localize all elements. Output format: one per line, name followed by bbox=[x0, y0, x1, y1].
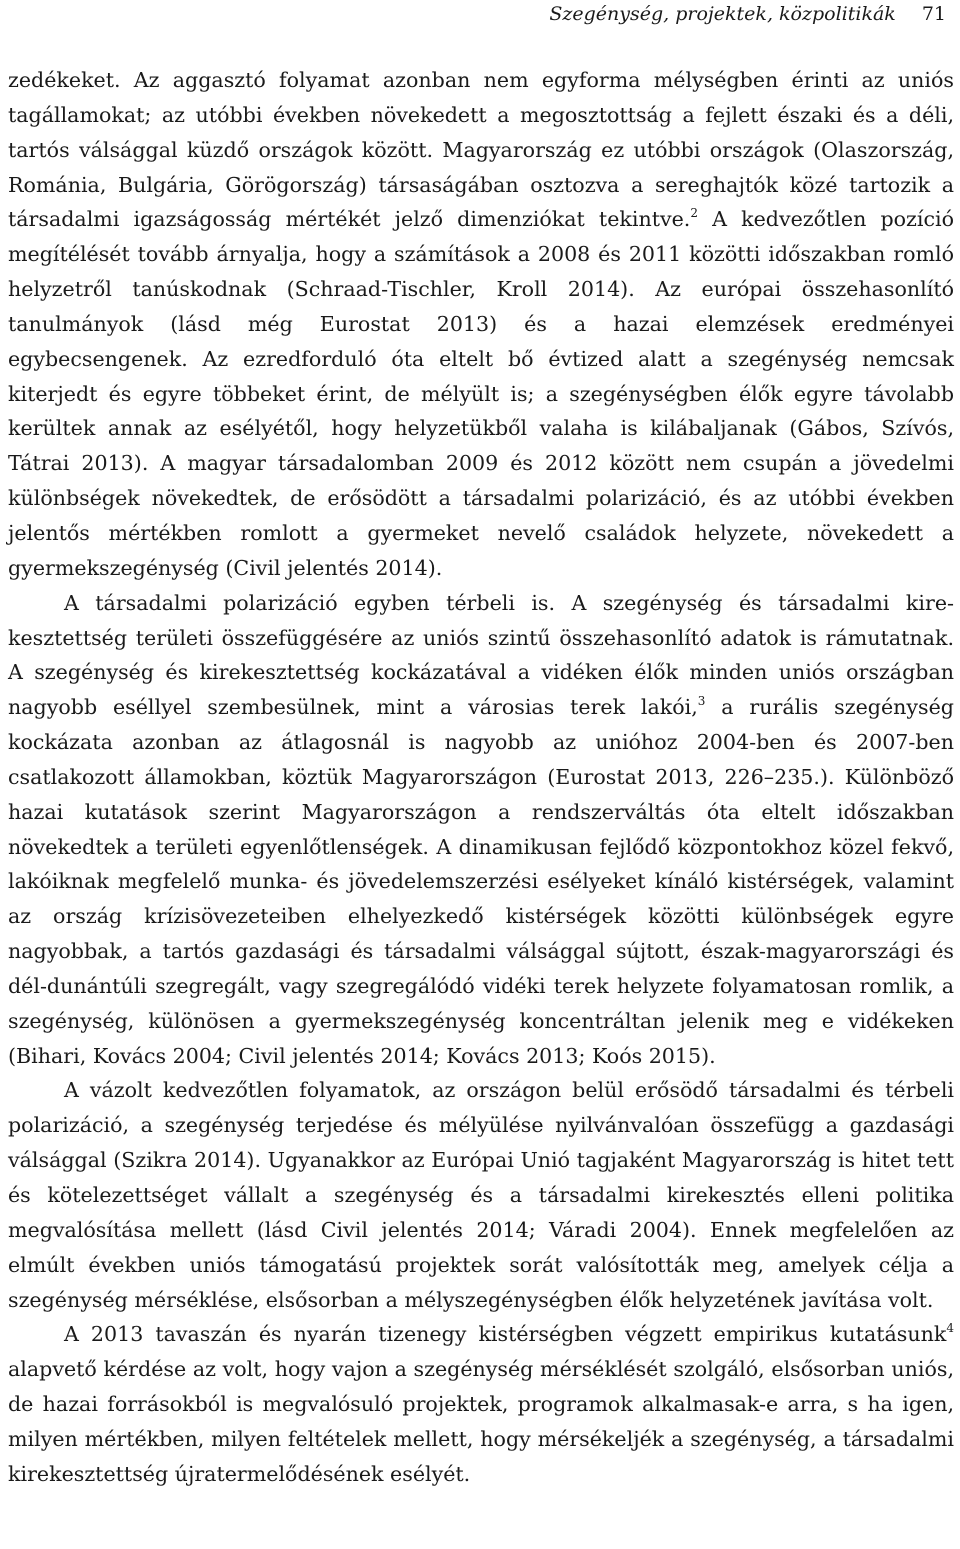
footnote-ref-3: 3 bbox=[697, 694, 706, 709]
footnote-ref-2: 2 bbox=[690, 206, 698, 221]
body-text bbox=[8, 63, 954, 1492]
running-title: Szegénység, projektek, közpolitikák bbox=[549, 3, 896, 25]
footnote-ref-4: 4 bbox=[946, 1321, 954, 1336]
paragraph-1 bbox=[8, 63, 954, 586]
paragraph-2 bbox=[8, 586, 954, 1074]
text-run: A társadalmi polarizáció egyben térbeli is. A szegénység és társadalmi kirekesztettség területi összefüggésére az uniós szintű összehasonlító adatok is rámutatnak. A szegénység és kirekesztettség kockázatával a vidéken élők minden uniós országban nagyobb eséllyel szembesülnek, mint a városias terek lakói, bbox=[8, 590, 954, 720]
text-run: alapvető kérdése az volt, hogy vajon a szegénység mérséklését szolgáló, elsősorban uniós, de hazai forrásokból is megvalósuló projektek, programok alkalmasak-e arra, s ha igen, milyen mértékben, milyen feltételek mellett, hogy mérsékeljék a szegénység, a társadalmi kirekesztettség újratermelődésének esélyét. bbox=[8, 1357, 954, 1486]
paragraph-4 bbox=[8, 1317, 954, 1491]
text-run: A kedvezőtlen pozíció megítélését tovább árnyalja, hogy a számítások a 2008 és 2011 közötti időszakban romló helyzetről tanúskodnak (Schraad-Tischler, Kroll 2014). Az európai összehasonlító tanulmányok (lásd még Eurostat 2013) és a hazai elemzések eredményei egybecsengenek. Az ezredforduló óta eltelt bő évtized alatt a szegénység nemcsak kiterjedt és egyre többeket érint, de mélyült is; a szegénységben élők egyre távolabb kerültek annak az esélyétől, hogy helyzetükből valaha is kilábaljanak (Gábos, Szívós, Tátrai 2013). A magyar társadalomban 2009 és 2012 között nem csupán a jövedelmi különbségek növekedtek, de erősödött a társadalmi polarizáció, és az utóbbi években jelentős mértékben romlott a gyermeket nevelő családok helyzete, növekedett a gyermekszegénység (Civil jelentés 2014). bbox=[8, 207, 955, 580]
text-run: A 2013 tavaszán és nyarán tizenegy kistérségben végzett empirikus kutatásunk bbox=[64, 1322, 947, 1347]
text-run: A vázolt kedvezőtlen folyamatok, az országon belül erősödő társadalmi és térbeli polarizáció, a szegénység terjedése és mélyülése nyilvánvalóan összefügg a gazdasági válsággal (Szikra 2014). Ugyanakkor az Európai Unió tagjaként Magyarország is hitet tett és kötelezettséget vállalt a szegénység és a társadalmi kirekesztés elleni politika megvalósítása mellett (lásd Civil jelentés 2014; Váradi 2004). Ennek megfelelően az elmúlt években uniós támogatású projektek sorát valósították meg, amelyek célja a szegénység mérséklése, elsősorban a mélyszegénységben élők helyzetének javítása volt. bbox=[8, 1078, 954, 1312]
text-run: zedékeket. Az aggasztó folyamat azonban nem egyforma mélységben érinti az uniós tagállamokat; az utóbbi években növekedett a megosztottság a fejlett északi és a déli, tartós válsággal küzdő országok között. Magyarország ez utóbbi országok (Olaszország, Románia, Bulgária, Görögország) társaságában osztozva a sereghajtók közé tartozik a társadalmi igazságosság mértékét jelző dimenziókat tekintve. bbox=[8, 68, 954, 232]
running-header bbox=[549, 2, 946, 26]
paragraph-3 bbox=[8, 1073, 954, 1317]
page-number: 71 bbox=[921, 3, 946, 25]
text-run: a rurális szegénység kockázata azonban az átlagosnál is nagyobb az unióhoz 2004-ben és 2007-ben csatlakozott államokban, köztük Magyarországon (Eurostat 2013, 226–235.). Különböző hazai kutatások szerint Magyarországon a rendszerváltás óta eltelt időszakban növekedtek a területi egyenlőtlenségek. A dinamikusan fejlődő központokhoz közel fekvő, lakóiknak megfelelő munka- és jövedelemszerzési esélyeket kínáló kistérségek, valamint az ország krízisövezeteiben elhelyezkedő kistérségek közötti különbségek egyre nagyobbak, a tartós gazdasági és társadalmi válsággal sújtott, észak-magyarországi és dél-dunántúli szegregált, vagy szegregálódó vidéki terek helyzete folyamatosan romlik, a szegénység, különösen a gyermekszegénység koncentráltan jelenik meg e vidékeken (Bihari, Kovács 2004; Civil jelentés 2014; Kovács 2013; Koós 2015). bbox=[8, 695, 954, 1068]
